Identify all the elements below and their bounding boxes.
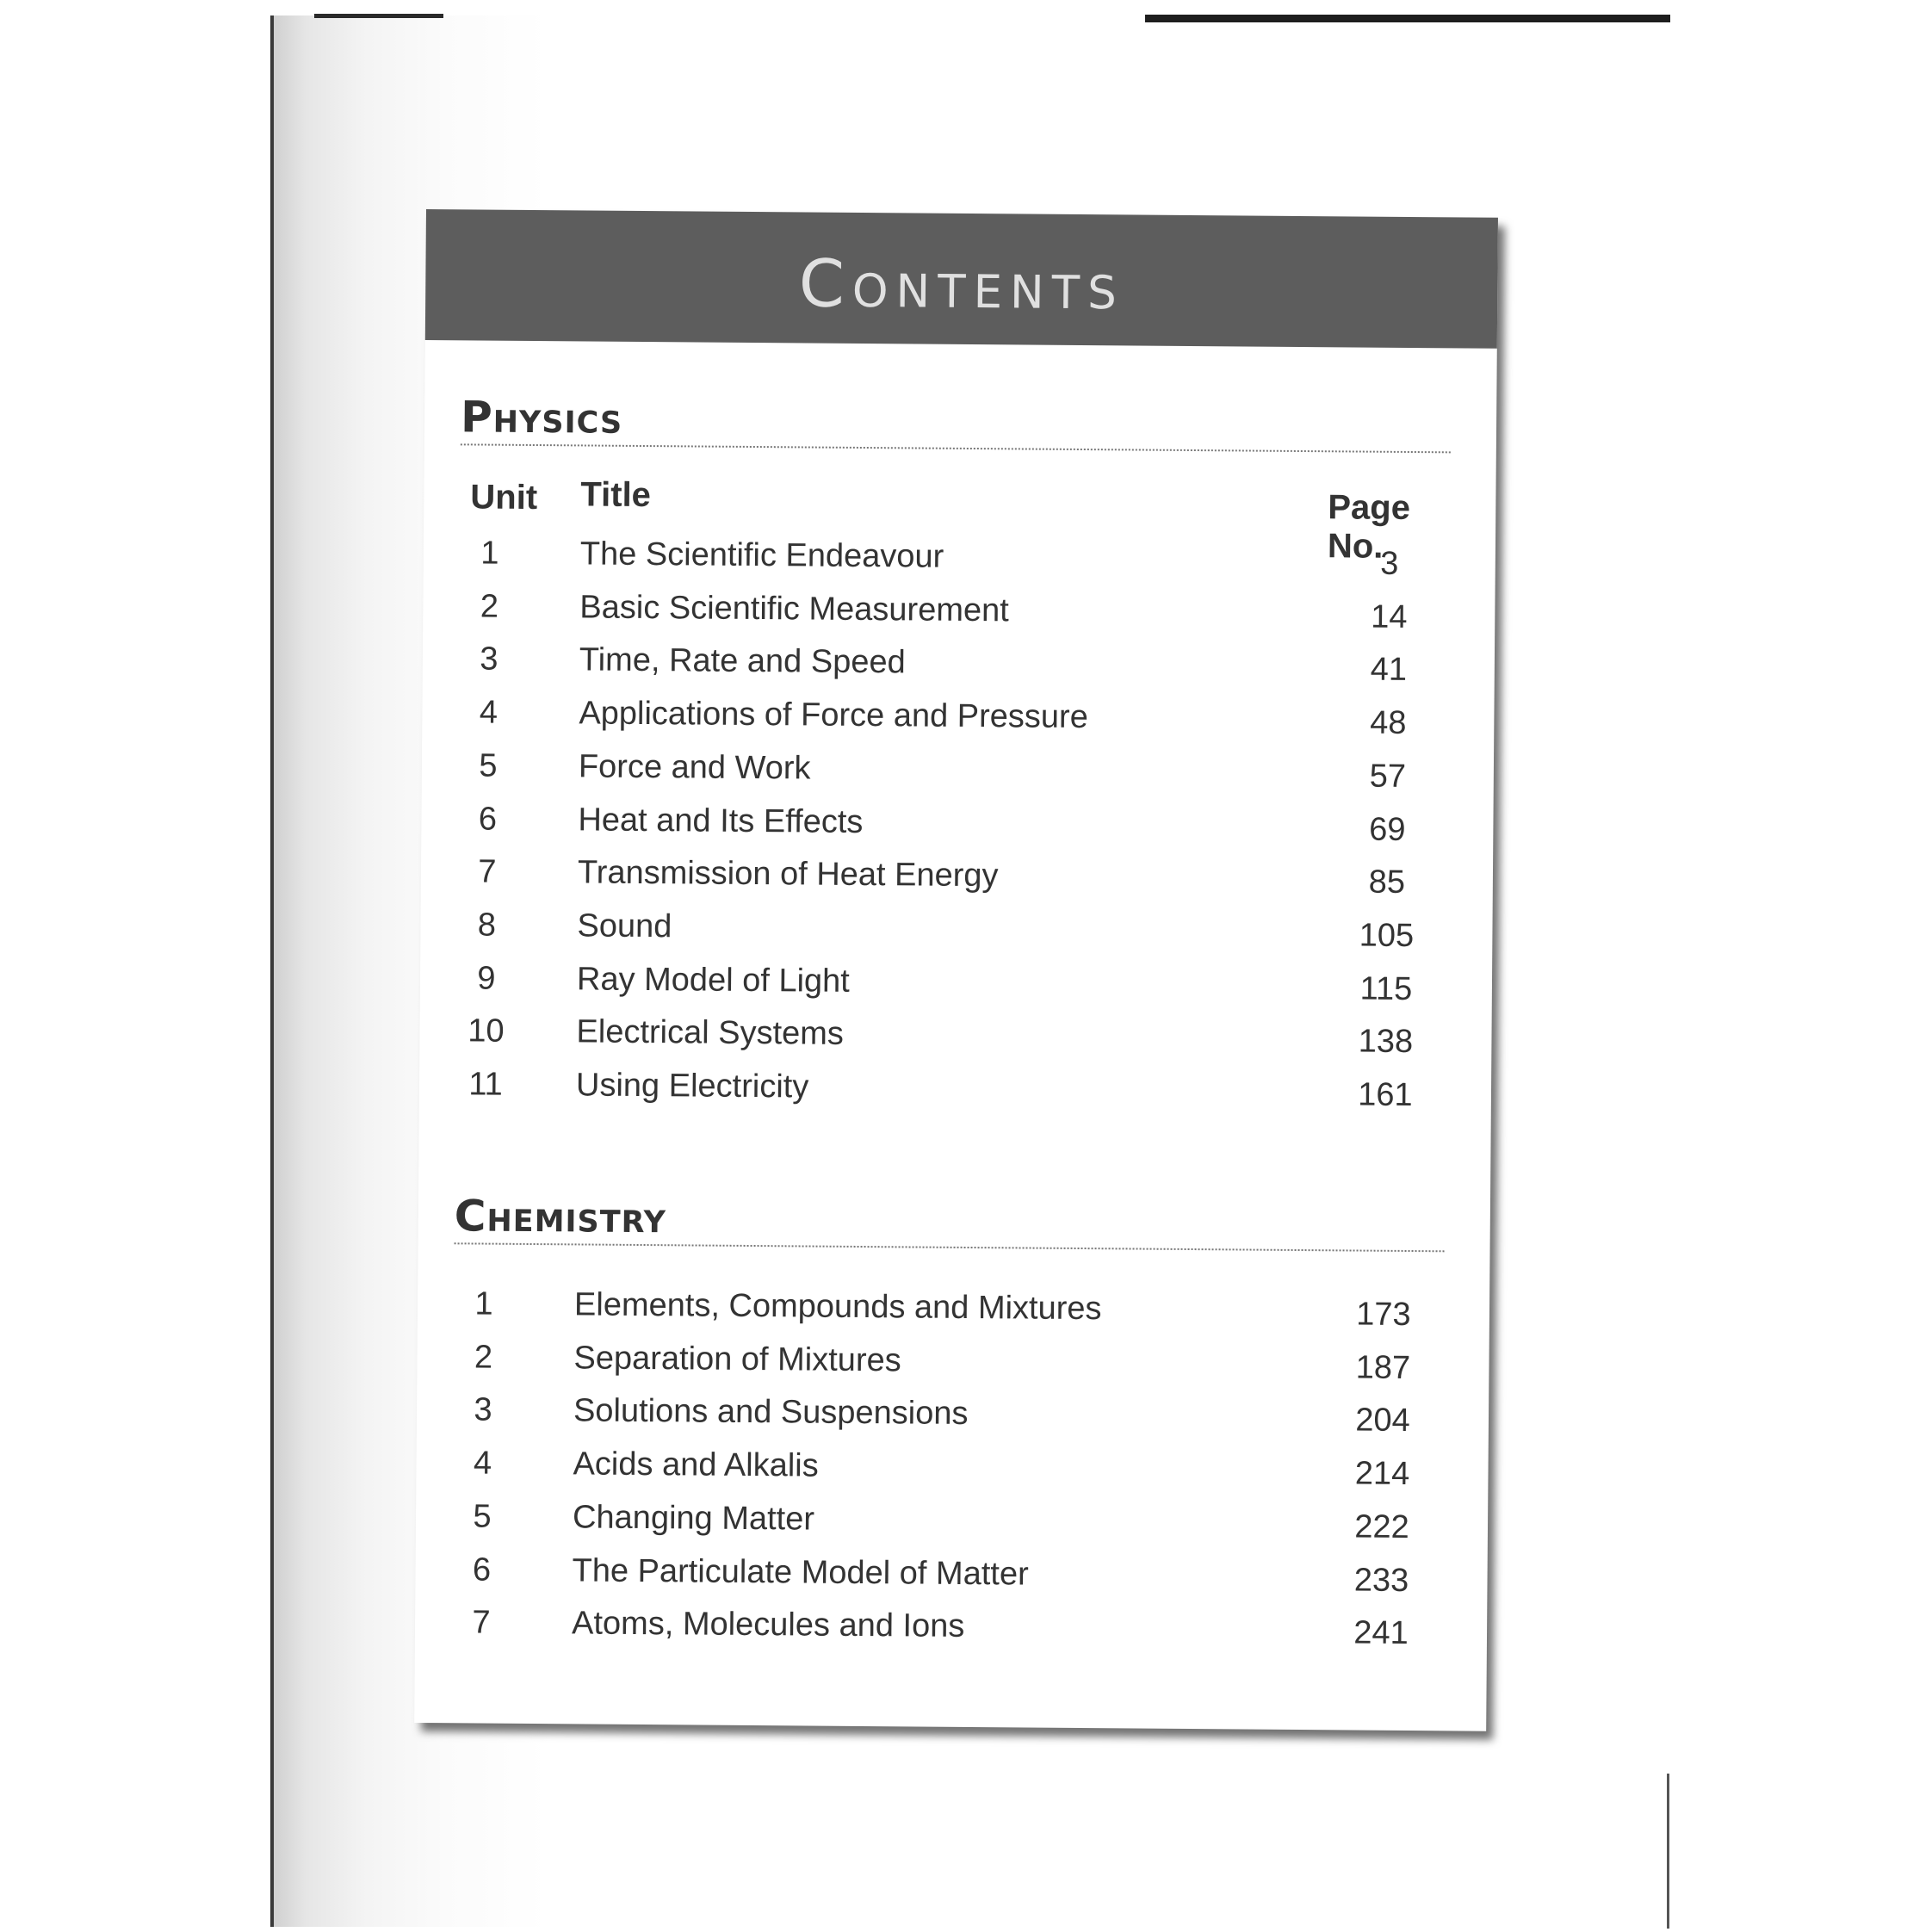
contents-row (459, 641, 1449, 701)
contents-row (460, 535, 1450, 594)
unit-number: 4 (479, 694, 498, 731)
chemistry-section (454, 1189, 1445, 1652)
page-number: 57 (1369, 758, 1407, 795)
book-gutter-edge (270, 15, 274, 1927)
unit-title: Heat and Its Effects (578, 801, 864, 840)
unit-number: 1 (474, 1285, 493, 1322)
page-right-edge (1667, 1774, 1669, 1929)
page-number: 41 (1370, 652, 1408, 689)
page-number: 115 (1359, 970, 1413, 1007)
page-number: 173 (1356, 1296, 1411, 1334)
contents-row (451, 1604, 1441, 1663)
page-number: 214 (1354, 1455, 1410, 1493)
unit-title: Ray Model of Light (576, 960, 850, 1000)
unit-number: 9 (477, 960, 496, 997)
column-header-page: Page No. (1327, 488, 1411, 566)
chemistry-list (454, 1285, 1444, 1652)
page-number: 85 (1368, 864, 1406, 901)
unit-title: Applications of Force and Pressure (579, 695, 1088, 736)
unit-number: 10 (468, 1012, 505, 1050)
page-number: 241 (1353, 1614, 1409, 1652)
contents-row (453, 1339, 1443, 1398)
contents-row (459, 588, 1449, 647)
unit-number: 5 (473, 1498, 492, 1535)
unit-number: 4 (473, 1445, 492, 1482)
contents-row (458, 747, 1448, 807)
contents-row (456, 960, 1446, 1019)
unit-number: 2 (480, 588, 499, 625)
contents-title: Contents (798, 245, 1125, 325)
contents-header (425, 209, 1498, 349)
contents-row (457, 853, 1447, 913)
contents-row (455, 1066, 1446, 1125)
page-number: 222 (1354, 1508, 1409, 1545)
unit-number: 2 (474, 1339, 493, 1376)
page-number: 3 (1380, 545, 1399, 582)
section-title-physics: Physics (461, 390, 1451, 453)
contents-row (451, 1551, 1441, 1611)
physics-list (460, 535, 1450, 1114)
unit-title: Atoms, Molecules and Ions (571, 1605, 965, 1645)
unit-number: 11 (468, 1066, 503, 1103)
page-number: 48 (1370, 704, 1407, 742)
contents-row (458, 694, 1448, 753)
unit-title: The Particulate Model of Matter (572, 1551, 1029, 1593)
contents-row (453, 1392, 1443, 1452)
unit-number: 1 (480, 535, 499, 572)
unit-number: 3 (480, 641, 498, 678)
unit-title: Basic Scientific Measurement (579, 589, 1009, 629)
contents-row (454, 1285, 1444, 1345)
unit-title: Separation of Mixtures (573, 1340, 901, 1379)
unit-title: Time, Rate and Speed (579, 641, 906, 681)
unit-number: 6 (478, 801, 498, 838)
contents-row (452, 1445, 1442, 1504)
unit-number: 3 (474, 1391, 492, 1429)
page-number: 138 (1358, 1023, 1414, 1061)
contents-row (455, 1013, 1446, 1073)
unit-number: 6 (472, 1551, 492, 1588)
page-top-edge (1145, 15, 1670, 22)
contents-row (456, 907, 1446, 966)
unit-title: Solutions and Suspensions (573, 1392, 969, 1433)
contents-row (457, 801, 1447, 860)
unit-title: Electrical Systems (576, 1013, 845, 1053)
page-number: 14 (1371, 598, 1408, 635)
physics-section (460, 390, 1451, 1114)
page-number: 187 (1355, 1349, 1411, 1386)
unit-title: The Scientific Endeavour (579, 536, 944, 575)
unit-title: Changing Matter (572, 1499, 815, 1538)
column-header-unit: Unit (470, 478, 538, 517)
page-number: 105 (1359, 917, 1415, 954)
column-header-title: Title (580, 475, 652, 515)
page-top-edge (314, 14, 443, 18)
page-number: 233 (1353, 1562, 1409, 1599)
contents-row (452, 1498, 1442, 1557)
contents-panel (414, 209, 1498, 1731)
unit-number: 7 (478, 853, 497, 890)
page-number: 69 (1369, 811, 1406, 848)
page-number: 161 (1358, 1076, 1413, 1114)
unit-title: Force and Work (578, 748, 811, 787)
unit-title: Using Electricity (575, 1067, 809, 1105)
unit-number: 8 (477, 907, 497, 944)
page-number: 204 (1355, 1402, 1410, 1440)
unit-title: Acids and Alkalis (573, 1446, 819, 1484)
section-title-chemistry: Chemistry (455, 1189, 1445, 1252)
unit-number: 7 (472, 1604, 491, 1641)
unit-title: Elements, Compounds and Mixtures (573, 1286, 1102, 1328)
unit-title: Sound (577, 907, 672, 945)
unit-number: 5 (479, 747, 498, 784)
unit-title: Transmission of Heat Energy (577, 854, 999, 895)
